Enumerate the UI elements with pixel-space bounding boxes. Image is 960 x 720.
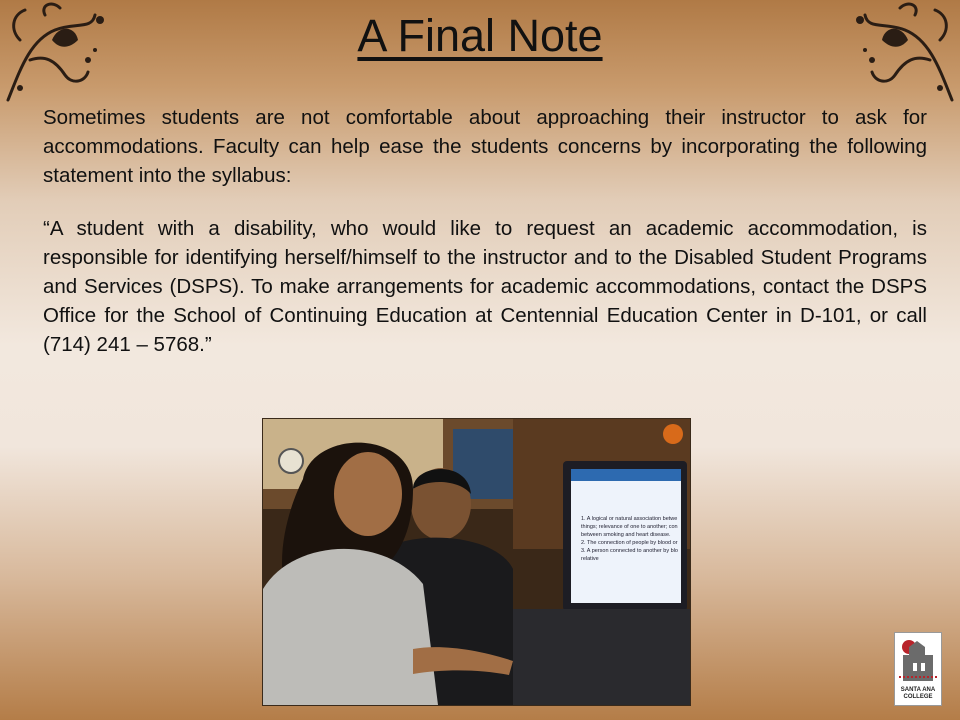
intro-paragraph: Sometimes students are not comfortable about approaching their instructor to ask for accommodations. Faculty can help ease the students concerns by incorporating the following statement into the syllabus: — [43, 106, 927, 187]
students-at-computer-photo — [262, 418, 691, 706]
logo-text-line1: SANTA ANA — [900, 687, 936, 693]
screen-line: 3. A person connected to another by blo — [581, 548, 678, 554]
college-logo — [894, 632, 942, 706]
logo-text-line2: COLLEGE — [903, 694, 933, 700]
syllabus-statement-paragraph: “A student with a disability, who would like to request an academic accommodation, is responsible for identifying herself/himself to the instructor and to the Disabled Student Programs and Services (DSPS). To make arrangements for academic accommodations, contact the DSPS Office for the School of Continuing Education at Centennial Education Center in D-101, or call (714) 241 – 5768.” — [43, 217, 927, 356]
screen-line: 2. The connection of people by blood or — [581, 540, 678, 546]
screen-line: things; relevance of one to another; con — [581, 524, 678, 530]
monitor-screen-text — [581, 515, 683, 563]
slide-title: A Final Note — [357, 10, 603, 61]
screen-line: between smoking and heart disease. — [581, 532, 671, 538]
screen-line: relative — [581, 556, 599, 562]
screen-line: 1. A logical or natural association betwe — [581, 516, 678, 522]
